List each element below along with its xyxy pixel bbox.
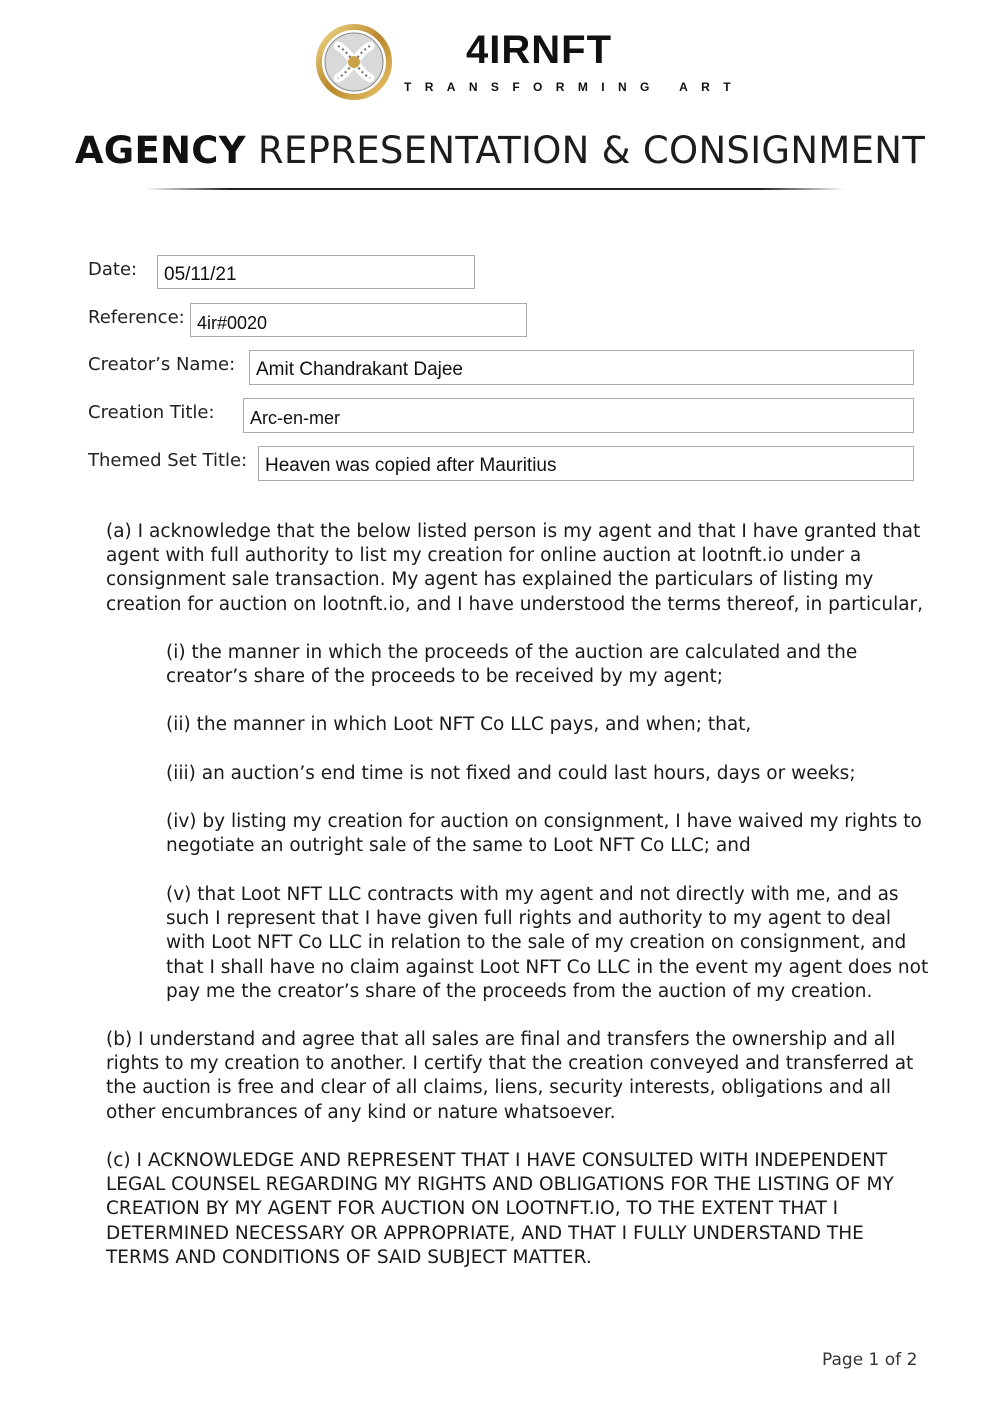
document-title-rest: REPRESENTATION & CONSIGNMENT [245,129,926,172]
clause-a-item-iii: (iii) an auction’s end time is not fixed and could last hours, days or weeks; [166,763,856,784]
clause-a: (a) I acknowledge that the below listed person is my agent and that I have granted that agent with full authority to list my creation for online auction at lootnft.io under a consignment sale transaction. My agent has explained the particulars of listing my creation for auction on lootnft.io, and I have understood the terms thereof, in particular, [106,521,924,615]
reference-field[interactable]: 4ir#0020 [190,303,527,337]
reference-label: Reference: [88,307,185,328]
creators-name-label: Creator’s Name: [88,354,236,375]
clause-a-item-i: (i) the manner in which the proceeds of the auction are calculated and the creator’s share of the proceeds to be received by my agent; [166,642,858,688]
creation-title-label: Creation Title: [88,402,215,423]
creators-name-field[interactable]: Amit Chandrakant Dajee [249,350,914,385]
themed-set-title-field[interactable]: Heaven was copied after Mauritius [258,446,914,481]
title-divider [145,188,845,190]
brand-name: 4IRNFT [466,28,612,72]
clause-c: (c) I ACKNOWLEDGE AND REPRESENT THAT I HAVE CONSULTED WITH INDEPENDENT LEGAL COUNSEL REGARDING MY RIGHTS AND OBLIGATIONS FOR THE LISTING OF MY CREATION BY MY AGENT FOR AUCTION ON LOOTNFT.IO, TO THE EXTENT THAT I DETERMINED NECESSARY OR APPROPRIATE, AND THAT I FULLY UNDERSTAND THE TERMS AND CONDITIONS OF SAID SUBJECT MATTER. [106,1150,894,1268]
themed-set-title-label: Themed Set Title: [88,450,248,471]
clause-a-item-ii: (ii) the manner in which Loot NFT Co LLC pays, and when; that, [166,714,752,735]
document-title-bold: AGENCY [74,129,246,172]
page-number: Page 1 of 2 [822,1350,918,1370]
brand-tagline: TRANSFORMING ART [404,80,744,94]
clause-a-item-iv: (iv) by listing my creation for auction on consignment, I have waived my rights to negotiate an outright sale of the same to Loot NFT Co LLC; and [166,811,922,857]
date-label: Date: [88,259,138,280]
creation-title-field[interactable]: Arc-en-mer [243,398,914,433]
clause-a-item-v: (v) that Loot NFT LLC contracts with my agent and not directly with me, and as such I represent that I have given full rights and authority to my agent to deal with Loot NFT Co LLC in relation to the sale of my creation on consignment, and that I shall have no claim against Loot NFT Co LLC in the event my agent does not pay me the creator’s share of the proceeds from the auction of my creation. [166,884,929,1002]
document-title [0,128,1000,174]
brand-logo-icon [316,22,392,102]
date-field[interactable]: 05/11/21 [157,255,475,289]
clause-b: (b) I understand and agree that all sales are final and transfers the ownership and all rights to my creation to another. I certify that the creation conveyed and transferred at the auction is free and clear of all claims, liens, security interests, obligations and all other encumbrances of any kind or nature whatsoever. [106,1029,914,1123]
